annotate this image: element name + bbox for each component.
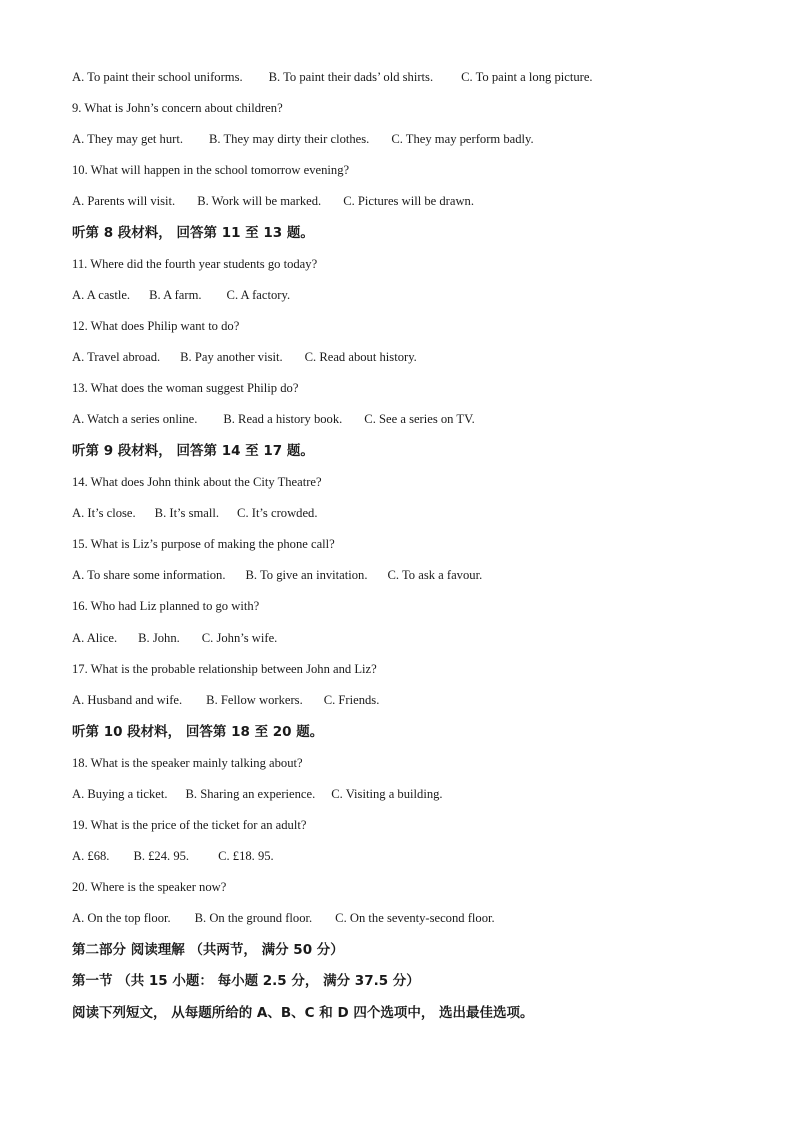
answer-option-c: C. It’s crowded. [237, 506, 318, 520]
answer-option-a: A. On the top floor. [72, 911, 171, 925]
section-heading: 听第 8 段材料， 回答第 11 至 13 题。 [72, 225, 314, 241]
question-text: 15. What is Liz’s purpose of making the phone call? [72, 537, 335, 551]
answer-options [72, 287, 290, 303]
question-text: 17. What is the probable relationship between John and Liz? [72, 662, 377, 676]
answer-option-c: C. £18. 95. [218, 849, 274, 863]
answer-options [72, 193, 474, 209]
answer-option-c: C. John’s wife. [201, 631, 278, 645]
answer-option-c: C. Visiting a building. [331, 787, 443, 801]
answer-option-b: B. Sharing an experience. [185, 787, 316, 801]
answer-option-b: B. On the ground floor. [194, 911, 313, 925]
answer-options [72, 910, 495, 926]
answer-option-b: B. They may dirty their clothes. [209, 132, 370, 146]
question-text: 13. What does the woman suggest Philip do? [72, 381, 299, 395]
answer-option-b: B. To paint their dads’ old shirts. [268, 70, 434, 84]
answer-option-b: B. Read a history book. [223, 412, 343, 426]
question-text: 11. Where did the fourth year students go today? [72, 257, 318, 271]
section-heading: 第一节 （共 15 小题： 每小题 2.5 分， 满分 37.5 分） [72, 973, 420, 989]
answer-option-c: C. To ask a favour. [387, 568, 483, 582]
answer-options [72, 411, 475, 427]
answer-options [72, 131, 534, 147]
answer-options [72, 567, 482, 583]
answer-option-a: A. £68. [72, 849, 110, 863]
section-heading: 第二部分 阅读理解 （共两节， 满分 50 分） [72, 942, 344, 958]
question-text: 10. What will happen in the school tomorrow evening? [72, 163, 350, 177]
section-heading: 阅读下列短文， 从每题所给的 A、B、C 和 D 四个选项中， 选出最佳选项。 [72, 1005, 534, 1021]
answer-option-b: B. Fellow workers. [206, 693, 303, 707]
answer-option-c: C. To paint a long picture. [461, 70, 593, 84]
answer-option-b: B. £24. 95. [133, 849, 190, 863]
answer-option-c: C. On the seventy-second floor. [335, 911, 495, 925]
answer-option-c: C. See a series on TV. [364, 412, 475, 426]
question-text: 9. What is John’s concern about children? [72, 101, 283, 115]
question-text: 19. What is the price of the ticket for an adult? [72, 818, 307, 832]
answer-option-a: A. Travel abroad. [72, 350, 161, 364]
answer-options [72, 630, 277, 646]
answer-option-b: B. A farm. [149, 288, 202, 302]
answer-option-c: C. Friends. [323, 693, 380, 707]
answer-options [72, 505, 318, 521]
question-text: 14. What does John think about the City Theatre? [72, 475, 322, 489]
section-heading: 听第 9 段材料， 回答第 14 至 17 题。 [72, 443, 314, 459]
answer-option-a: A. Buying a ticket. [72, 787, 168, 801]
answer-option-b: B. It’s small. [154, 506, 220, 520]
answer-option-a: A. They may get hurt. [72, 132, 183, 146]
question-text: 18. What is the speaker mainly talking about? [72, 756, 303, 770]
answer-option-a: A. Husband and wife. [72, 693, 183, 707]
answer-options [72, 848, 274, 864]
answer-options [72, 786, 443, 802]
answer-option-c: C. Read about history. [304, 350, 417, 364]
answer-option-a: A. To paint their school uniforms. [72, 70, 243, 84]
answer-option-a: A. It’s close. [72, 506, 136, 520]
question-text: 16. Who had Liz planned to go with? [72, 599, 260, 613]
answer-option-b: B. To give an invitation. [245, 568, 368, 582]
answer-option-b: B. Pay another visit. [180, 350, 283, 364]
answer-options [72, 349, 417, 365]
answer-options [72, 69, 593, 85]
question-text: 20. Where is the speaker now? [72, 880, 227, 894]
section-heading: 听第 10 段材料， 回答第 18 至 20 题。 [72, 724, 324, 740]
answer-option-a: A. To share some information. [72, 568, 226, 582]
answer-option-c: C. A factory. [226, 288, 291, 302]
answer-option-c: C. They may perform badly. [391, 132, 534, 146]
answer-option-b: B. Work will be marked. [197, 194, 322, 208]
answer-option-a: A. Watch a series online. [72, 412, 198, 426]
answer-option-a: A. A castle. [72, 288, 131, 302]
answer-option-a: A. Parents will visit. [72, 194, 176, 208]
answer-option-c: C. Pictures will be drawn. [343, 194, 475, 208]
answer-option-a: A. Alice. [72, 631, 118, 645]
answer-options [72, 692, 379, 708]
question-text: 12. What does Philip want to do? [72, 319, 240, 333]
answer-option-b: B. John. [138, 631, 180, 645]
